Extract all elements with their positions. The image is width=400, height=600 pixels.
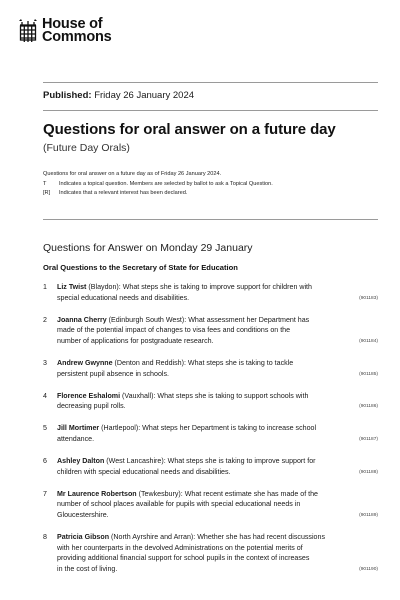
question-text: in the cost of living. (57, 564, 118, 573)
constituency: (Edinburgh South West): (106, 315, 189, 324)
question-line (57, 564, 378, 575)
question-line (57, 510, 378, 521)
question-line (57, 499, 378, 510)
question-body (57, 358, 378, 380)
question-number: 3 (43, 358, 47, 367)
question-line (57, 401, 378, 412)
question-number: 7 (43, 489, 47, 498)
question-text: Gloucestershire. (57, 510, 109, 519)
legend-topical (43, 180, 273, 190)
subsection-heading: Oral Questions to the Secretary of State for Education (43, 263, 238, 272)
member-name: Andrew Gwynne (57, 358, 113, 367)
question-reference: (901184) (359, 338, 378, 344)
question-item (43, 532, 378, 575)
question-text: persistent pupil absence in schools. (57, 369, 169, 378)
question-item (43, 456, 378, 478)
question-text: What steps her Department is taking to increase school (142, 424, 317, 433)
questions-list (43, 282, 378, 575)
constituency: (Hartlepool): (99, 424, 143, 433)
question-number: 4 (43, 391, 47, 400)
question-reference: (901186) (359, 404, 378, 410)
question-body (57, 423, 378, 445)
question-reference: (901183) (359, 295, 378, 301)
question-text: What steps she is taking to support schools with (157, 391, 309, 400)
question-body (57, 456, 378, 478)
question-number: 2 (43, 315, 47, 324)
question-text: decreasing pupil rolls. (57, 402, 126, 411)
question-text: made of the potential impact of changes to visa fees and conditions on the (57, 326, 291, 335)
question-line (57, 532, 378, 543)
intro-line: Questions for oral answer on a future day as of Friday 26 January 2024. (43, 171, 222, 177)
question-line (57, 369, 378, 380)
question-text: What assessment her Department has (188, 315, 310, 324)
question-body (57, 489, 378, 522)
question-text: What recent estimate she has made of the (184, 489, 318, 498)
question-line (57, 391, 378, 402)
member-name: Florence Eshalomi (57, 391, 121, 400)
document-title: Questions for oral answer on a future day (43, 121, 336, 138)
question-line (57, 293, 378, 304)
member-name: Ashley Dalton (57, 457, 105, 466)
question-number: 6 (43, 457, 47, 466)
member-name: Mr Laurence Robertson (57, 489, 137, 498)
question-text: Whether she has had recent discussions (197, 533, 325, 541)
divider (43, 82, 378, 83)
legend-text: Indicates that a relevant interest has been declared. (59, 190, 188, 197)
question-line (57, 282, 378, 293)
question-reference: (901185) (359, 371, 378, 377)
constituency: (Tewkesbury): (136, 489, 185, 498)
constituency: (Vauxhall): (120, 391, 158, 400)
published-date: Friday 26 January 2024 (94, 90, 195, 101)
question-reference: (901188) (359, 469, 378, 475)
question-number: 1 (43, 283, 47, 291)
question-body (57, 532, 378, 575)
divider (43, 219, 378, 220)
section-heading: Questions for Answer on Monday 29 January (43, 242, 253, 254)
legend-text: Indicates a topical question. Members are selected by ballot to ask a Topical Question. (59, 180, 273, 187)
question-body (57, 315, 378, 348)
question-line (57, 325, 378, 336)
logo-line-2: Commons (42, 29, 112, 45)
question-line (57, 553, 378, 564)
question-item (43, 315, 378, 348)
question-item (43, 391, 378, 413)
legend-key: T (43, 180, 47, 187)
question-text: number of applications for postgraduate research. (57, 336, 214, 345)
document-subtitle: (Future Day Orals) (43, 142, 130, 154)
logo-wordmark (42, 18, 112, 44)
question-item (43, 358, 378, 380)
divider (43, 110, 378, 111)
member-name: Patricia Gibson (57, 533, 110, 541)
question-line (57, 543, 378, 554)
question-number: 8 (43, 533, 47, 541)
question-reference: (901190) (359, 566, 378, 572)
constituency: (Blaydon): (86, 283, 123, 291)
question-text: with her counterparts in the devolved Administrations on the potential merits of (57, 543, 303, 552)
constituency: (West Lancashire): (104, 457, 168, 466)
question-text: children with special educational needs and disabilities. (57, 467, 231, 476)
question-line (57, 434, 378, 445)
portcullis-icon (18, 19, 38, 45)
question-text: number of school places available for pupils with special educational needs in (57, 500, 301, 509)
question-reference: (901189) (359, 512, 378, 518)
question-text: special educational needs and disabilities. (57, 293, 190, 302)
question-line (57, 336, 378, 347)
question-text: What steps she is taking to tackle (187, 358, 294, 367)
question-line (57, 358, 378, 369)
question-body (57, 391, 378, 413)
question-number: 5 (43, 424, 47, 433)
published-label: Published: (43, 90, 92, 101)
question-item (43, 423, 378, 445)
intro-notes (43, 170, 273, 199)
legend-interest (43, 189, 273, 199)
question-text: providing additional financial support for school pupils in the context of increases (57, 554, 310, 563)
question-body (57, 282, 378, 304)
question-line (57, 315, 378, 326)
question-line (57, 467, 378, 478)
constituency: (Denton and Reddish): (112, 358, 188, 367)
member-name: Liz Twist (57, 283, 87, 291)
published-line (43, 90, 194, 101)
house-of-commons-logo (18, 18, 112, 45)
question-item (43, 282, 378, 304)
constituency: (North Ayrshire and Arran): (109, 533, 198, 541)
logo-line-1: House of (42, 16, 103, 32)
question-line (57, 423, 378, 434)
question-line (57, 456, 378, 467)
question-item (43, 489, 378, 522)
question-line (57, 489, 378, 500)
question-reference: (901187) (359, 436, 378, 442)
member-name: Joanna Cherry (57, 315, 107, 324)
question-text: What steps she is taking to improve support for children with (122, 283, 312, 291)
question-text: attendance. (57, 434, 95, 443)
member-name: Jill Mortimer (57, 424, 100, 433)
legend-key: [R] (43, 190, 51, 197)
question-text: What steps she is taking to improve support for (167, 457, 316, 466)
